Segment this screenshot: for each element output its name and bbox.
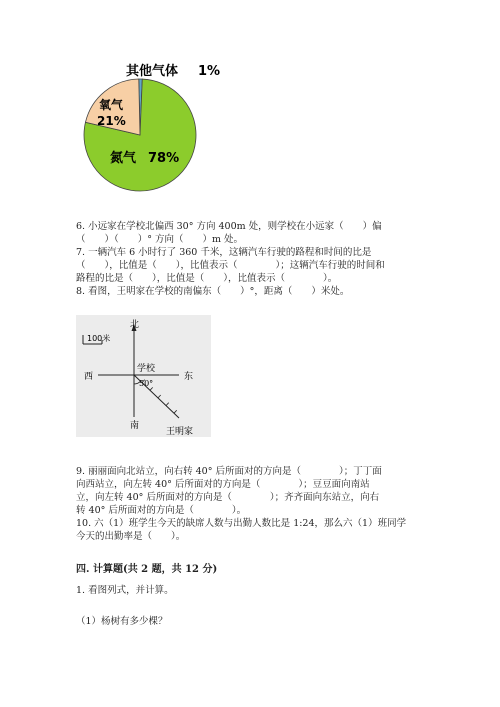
- north-label: 北: [130, 320, 140, 330]
- question-7-line-3: 路程的比是（ ），比值是（ ），比值表示（ ）。: [76, 273, 338, 284]
- home-label: 王明家: [166, 427, 194, 437]
- question-10-line-2: 今天的出勤率是（ ）。: [76, 531, 186, 542]
- question-10-line-1: 10. 六（1）班学生今天的缺席人数与出勤人数比是 1:24，那么六（1）班同学: [76, 518, 407, 529]
- question-8: 8. 看图，王明家在学校的南偏东（ ）°，距离（ ）米处。: [76, 286, 350, 297]
- east-label: 东: [184, 372, 194, 382]
- calc-question-1-sub-1: （1）杨树有多少棵？: [76, 616, 168, 627]
- question-9-line-1: 9. 丽丽面向北站立，向右转 40° 后所面对的方向是（ ）；丁丁面: [76, 466, 382, 477]
- gas-composition-pie-chart: [80, 55, 250, 205]
- section-4-title: 四. 计算题(共 2 题，共 12 分): [76, 564, 218, 575]
- scale-label: 100米: [87, 334, 111, 343]
- question-7-line-2: （ ），比值是（ ），比值表示（ ）；这辆汽车行驶的时间和: [76, 260, 385, 271]
- question-6-line-2: （ ）（ ）° 方向（ ）m 处。: [76, 234, 244, 245]
- direction-map-drawing: [76, 315, 211, 437]
- question-9-line-2: 向西站立，向左转 40° 后所面对的方向是（ ）；豆豆面向南站: [76, 479, 370, 490]
- school-label: 学校: [137, 364, 156, 374]
- angle-label: 50°: [139, 379, 154, 388]
- calc-question-1: 1. 看图列式，并计算。: [76, 585, 174, 596]
- south-label: 南: [130, 421, 140, 431]
- oxygen-label: 氧气: [99, 98, 124, 112]
- oxygen-percent: 21%: [97, 114, 126, 128]
- question-9-line-4: 转 40° 后所面对的方向是（ ）。: [76, 505, 247, 516]
- nitrogen-label: 氮气: [110, 151, 137, 166]
- other-gas-percent: 1%: [198, 64, 221, 79]
- west-label: 西: [84, 372, 94, 382]
- nitrogen-percent: 78%: [148, 151, 180, 166]
- question-7-line-1: 7. 一辆汽车 6 小时行了 360 千米，这辆汽车行驶的路程和时间的比是: [76, 247, 372, 258]
- other-gas-label: 其他气体: [126, 64, 179, 79]
- question-6-line-1: 6. 小远家在学校北偏西 30° 方向 400m 处，则学校在小远家（ ）偏: [76, 221, 382, 232]
- question-9-line-3: 立，向左转 40° 后所面对的方向是（ ）；齐齐面向东站立，向右: [76, 492, 380, 503]
